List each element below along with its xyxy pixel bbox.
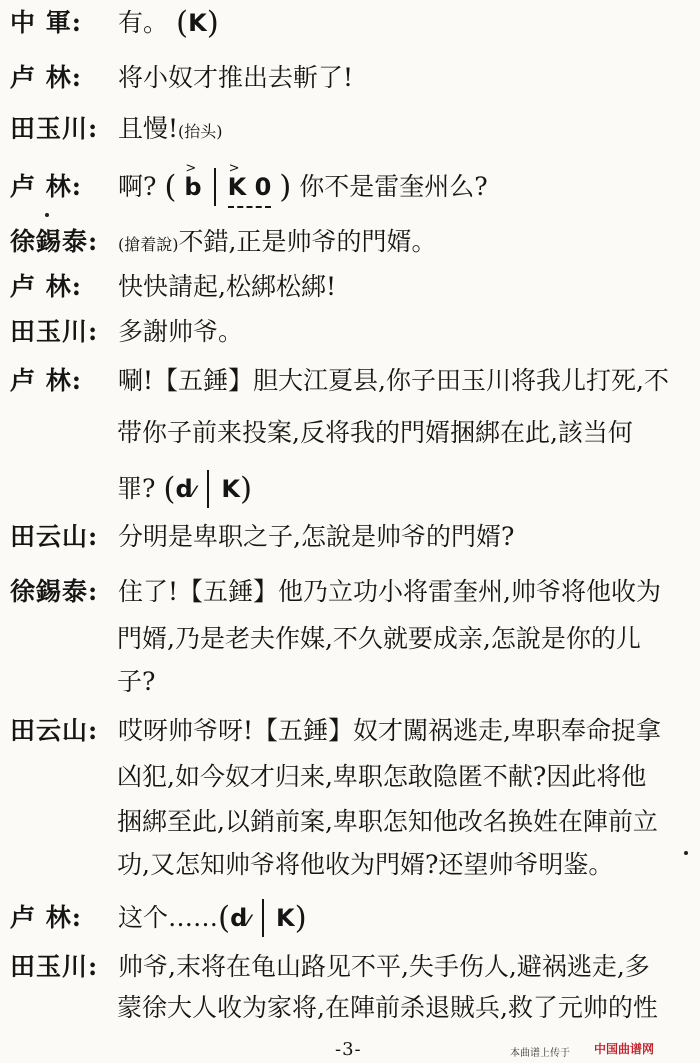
dialogue: 功,又怎知帅爷将他收为門婿?还望帅爷明鉴。 xyxy=(117,850,614,879)
speaker: 徐錫泰: xyxy=(10,227,99,256)
dialogue: 蒙徐大人收为家将,在陣前杀退賊兵,救了元帅的性 xyxy=(117,993,658,1022)
line-11 xyxy=(10,520,686,554)
print-speck xyxy=(45,213,49,217)
dialogue: 将小奴才推出去斬了! xyxy=(118,63,354,92)
site-logo: 中国曲谱网 xyxy=(594,1042,655,1056)
dialogue: 且慢! xyxy=(118,114,179,143)
dialogue: 帅爷,末将在龟山路见不平,失手伤人,避祸逃走,多 xyxy=(118,952,650,981)
speaker: 田玉川: xyxy=(10,952,99,981)
perc-d: d xyxy=(175,475,193,503)
dialogue: 这个…… xyxy=(118,903,219,932)
line-1 xyxy=(10,6,686,40)
perc-k: K xyxy=(275,904,295,932)
dialogue: 子? xyxy=(117,667,156,696)
line-6 xyxy=(10,270,686,304)
speaker: 卢 林: xyxy=(10,903,82,932)
dialogue: 住了!【五錘】他乃立功小将雷奎州,帅爷将他收为 xyxy=(118,577,661,606)
paren-open: ( xyxy=(218,900,231,936)
line-8 xyxy=(10,364,686,398)
bar-line xyxy=(262,899,264,937)
upload-credit: 本曲谱上传于 xyxy=(510,1048,570,1059)
perc-k: K xyxy=(188,9,207,37)
line-21 xyxy=(117,991,686,1025)
perc-k0: > K 0 xyxy=(228,170,272,208)
speaker: 田玉川: xyxy=(10,317,99,346)
dialogue: 多謝帅爷。 xyxy=(118,317,244,346)
perc-d: d xyxy=(230,904,248,932)
line-17 xyxy=(117,805,686,839)
paren-close: ) xyxy=(294,900,307,936)
dialogue: 快快請起,松綁松綁! xyxy=(118,272,336,301)
line-7 xyxy=(10,315,686,349)
stage-direction: (搶着說) xyxy=(118,235,179,254)
speaker: 卢 林: xyxy=(10,366,82,395)
bar-line xyxy=(214,168,216,206)
dialogue: 分明是卑职之子,怎說是帅爷的門婿? xyxy=(118,522,515,551)
print-speck xyxy=(684,851,688,855)
line-14 xyxy=(117,665,686,699)
perc-slash: ⁄ xyxy=(192,482,196,501)
paren-close: ) xyxy=(239,471,253,507)
line-10 xyxy=(117,470,686,509)
speaker: 卢 林: xyxy=(10,272,82,301)
dialogue: 凶犯,如今奴才归来,卑职怎敢隐匿不献?因此将他 xyxy=(117,762,647,791)
stage-direction: (抬头) xyxy=(178,122,223,141)
dialogue: 哎呀帅爷呀!【五錘】奴才闖祸逃走,卑职奉命捉拿 xyxy=(118,716,661,745)
dialogue: 不錯,正是帅爷的門婿。 xyxy=(178,227,437,256)
line-4 xyxy=(10,168,686,208)
line-16 xyxy=(117,760,686,794)
dialogue: 捆綁至此,以銷前案,卑职怎知他改名换姓在陣前立 xyxy=(117,807,658,836)
speaker: 田云山: xyxy=(10,716,99,745)
line-9 xyxy=(117,416,686,450)
dialogue: 罪? xyxy=(117,474,156,503)
speaker: 田玉川: xyxy=(10,114,99,143)
line-19 xyxy=(10,899,686,938)
dialogue: 带你子前来投案,反将我的門婿捆綁在此,該当何 xyxy=(117,418,633,447)
dialogue: 有。 xyxy=(118,8,169,37)
line-2 xyxy=(10,61,686,95)
line-5 xyxy=(10,225,686,262)
line-20 xyxy=(10,950,686,984)
line-13 xyxy=(117,622,686,656)
line-15 xyxy=(10,714,686,748)
paren-close: ) xyxy=(279,169,292,205)
perc-slash: ⁄ xyxy=(247,911,250,930)
line-12 xyxy=(10,575,686,609)
bar-line xyxy=(207,470,209,508)
dialogue-tail: 你不是雷奎州么? xyxy=(299,172,488,201)
line-18 xyxy=(117,848,686,882)
speaker: 卢 林: xyxy=(10,63,82,92)
paren-open: ( xyxy=(164,169,177,205)
dialogue: 唰!【五錘】胆大江夏县,你子田玉川将我儿打死,不 xyxy=(118,366,669,395)
speaker: 卢 林: xyxy=(10,172,82,201)
paren-close: ) xyxy=(206,5,219,41)
speaker: 田云山: xyxy=(10,522,99,551)
page-number: -3- xyxy=(335,1039,362,1060)
speaker: 徐錫泰: xyxy=(10,577,99,606)
dialogue: 啊? xyxy=(118,172,157,201)
perc-b: > b xyxy=(184,170,201,204)
paren-open: ( xyxy=(163,471,176,507)
paren-open: ( xyxy=(175,5,189,41)
dialogue: 門婿,乃是老夫作媒,不久就要成亲,怎說是你的儿 xyxy=(117,624,641,653)
speaker: 中 軍: xyxy=(10,8,82,37)
line-3 xyxy=(10,112,686,149)
perc-k: K xyxy=(221,475,240,503)
